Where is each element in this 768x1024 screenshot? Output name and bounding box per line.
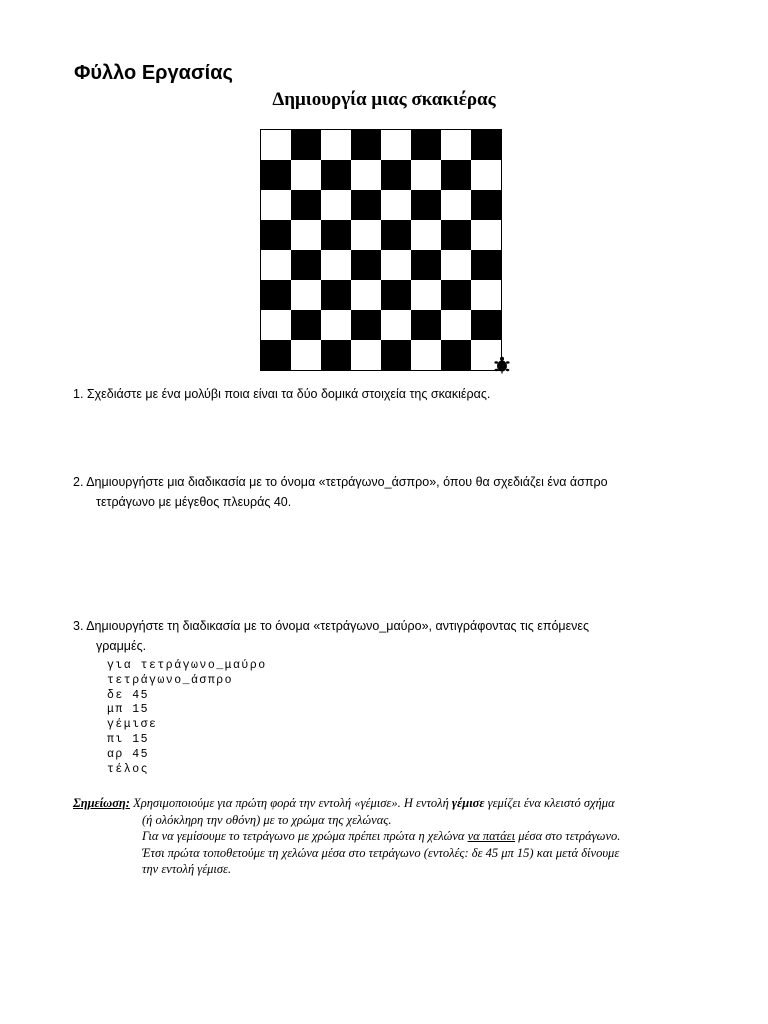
board-square: [291, 220, 321, 250]
board-square: [441, 220, 471, 250]
board-square: [381, 280, 411, 310]
board-square: [381, 250, 411, 280]
note-text: Έτσι πρώτα τοποθετούμε τη χελώνα μέσα στο τετράγωνο (εντολές: δε 45 μπ 15) και μετά δίνουμε: [142, 845, 620, 860]
board-square: [441, 190, 471, 220]
board-square: [321, 160, 351, 190]
question-3-text-cont: γραμμές.: [96, 639, 147, 653]
board-square: [291, 280, 321, 310]
board-square: [261, 220, 291, 250]
board-square: [291, 310, 321, 340]
note-block: [73, 795, 713, 878]
note-label: Σημείωση:: [73, 796, 130, 810]
board-square: [321, 130, 351, 160]
question-2-text-cont: τετράγωνο με μέγεθος πλευράς 40.: [96, 495, 292, 509]
board-square: [261, 310, 291, 340]
board-square: [351, 280, 381, 310]
board-square: [381, 340, 411, 370]
code-line: δε 45: [107, 688, 150, 702]
board-square: [411, 130, 441, 160]
board-square: [291, 340, 321, 370]
board-square: [351, 190, 381, 220]
board-square: [441, 130, 471, 160]
board-square: [411, 280, 441, 310]
board-square: [471, 130, 501, 160]
code-line: μπ 15: [107, 703, 150, 717]
board-square: [411, 340, 441, 370]
board-square: [381, 190, 411, 220]
chessboard-image: [260, 129, 502, 371]
board-square: [351, 220, 381, 250]
board-square: [351, 340, 381, 370]
board-square: [351, 160, 381, 190]
page-title: Φύλλο Εργασίας: [74, 62, 233, 84]
board-square: [351, 130, 381, 160]
board-square: [351, 310, 381, 340]
board-square: [411, 310, 441, 340]
board-square: [381, 130, 411, 160]
board-square: [441, 280, 471, 310]
board-square: [471, 310, 501, 340]
question-1-text: 1. Σχεδιάστε με ένα μολύβι ποια είναι τα δύο δομικά στοιχεία της σκακιέρας.: [73, 387, 491, 401]
board-square: [261, 280, 291, 310]
code-line: αρ 45: [107, 747, 150, 761]
code-line: τέλος: [107, 762, 150, 776]
board-square: [291, 250, 321, 280]
board-square: [261, 160, 291, 190]
board-square: [411, 220, 441, 250]
board-square: [321, 190, 351, 220]
board-square: [291, 160, 321, 190]
code-line: πι 15: [107, 732, 150, 746]
board-square: [321, 280, 351, 310]
board-square: [471, 250, 501, 280]
board-square: [471, 160, 501, 190]
note-text: (ή ολόκληρη την οθόνη) με το χρώμα της χελώνας.: [142, 812, 392, 827]
question-2-text: 2. Δημιουργήστε μια διαδικασία με το όνομα «τετράγωνο_άσπρο», όπου θα σχεδιάζει ένα άσπρο: [73, 475, 608, 489]
question-3-text: 3. Δημιουργήστε τη διαδικασία με το όνομα «τετράγωνο_μαύρο», αντιγράφοντας τις επόμενες: [73, 619, 590, 633]
code-line: για τετράγωνο_μαύρο: [107, 659, 267, 672]
code-listing: [107, 659, 267, 777]
question-3: [73, 616, 713, 656]
note-text: Για να γεμίσουμε το τετράγωνο με χρώμα πρέπει πρώτα η χελώνα: [142, 829, 468, 844]
code-line: τετράγωνο_άσπρο: [107, 673, 234, 687]
worksheet-subtitle: Δημιουργία μιας σκακιέρας: [272, 89, 496, 110]
board-square: [441, 250, 471, 280]
note-text: γεμίζει ένα κλειστό σχήμα: [484, 796, 615, 810]
board-square: [261, 340, 291, 370]
question-2: [73, 472, 713, 512]
board-square: [411, 250, 441, 280]
board-square: [471, 280, 501, 310]
turtle-icon: [493, 356, 511, 374]
board-square: [441, 310, 471, 340]
note-text: μέσα στο τετράγωνο.: [515, 829, 621, 844]
board-square: [261, 130, 291, 160]
board-square: [381, 160, 411, 190]
board-square: [411, 160, 441, 190]
board-square: [321, 310, 351, 340]
board-square: [351, 250, 381, 280]
note-text: την εντολή γέμισε.: [142, 862, 232, 877]
board-square: [291, 130, 321, 160]
board-square: [321, 340, 351, 370]
board-square: [441, 340, 471, 370]
board-square: [261, 250, 291, 280]
board-square: [471, 220, 501, 250]
board-square: [291, 190, 321, 220]
board-square: [321, 250, 351, 280]
board-square: [381, 310, 411, 340]
note-command-bold: γέμισε: [451, 796, 485, 810]
board-square: [381, 220, 411, 250]
note-text: Χρησιμοποιούμε για πρώτη φορά την εντολή «γέμισε». Η εντολή: [129, 796, 452, 810]
board-square: [261, 190, 291, 220]
note-underlined: να πατάει: [467, 829, 516, 844]
board-square: [441, 160, 471, 190]
board-square: [471, 190, 501, 220]
board-square: [411, 190, 441, 220]
code-line: γέμισε: [107, 718, 158, 732]
board-square: [321, 220, 351, 250]
question-1: [73, 384, 713, 404]
